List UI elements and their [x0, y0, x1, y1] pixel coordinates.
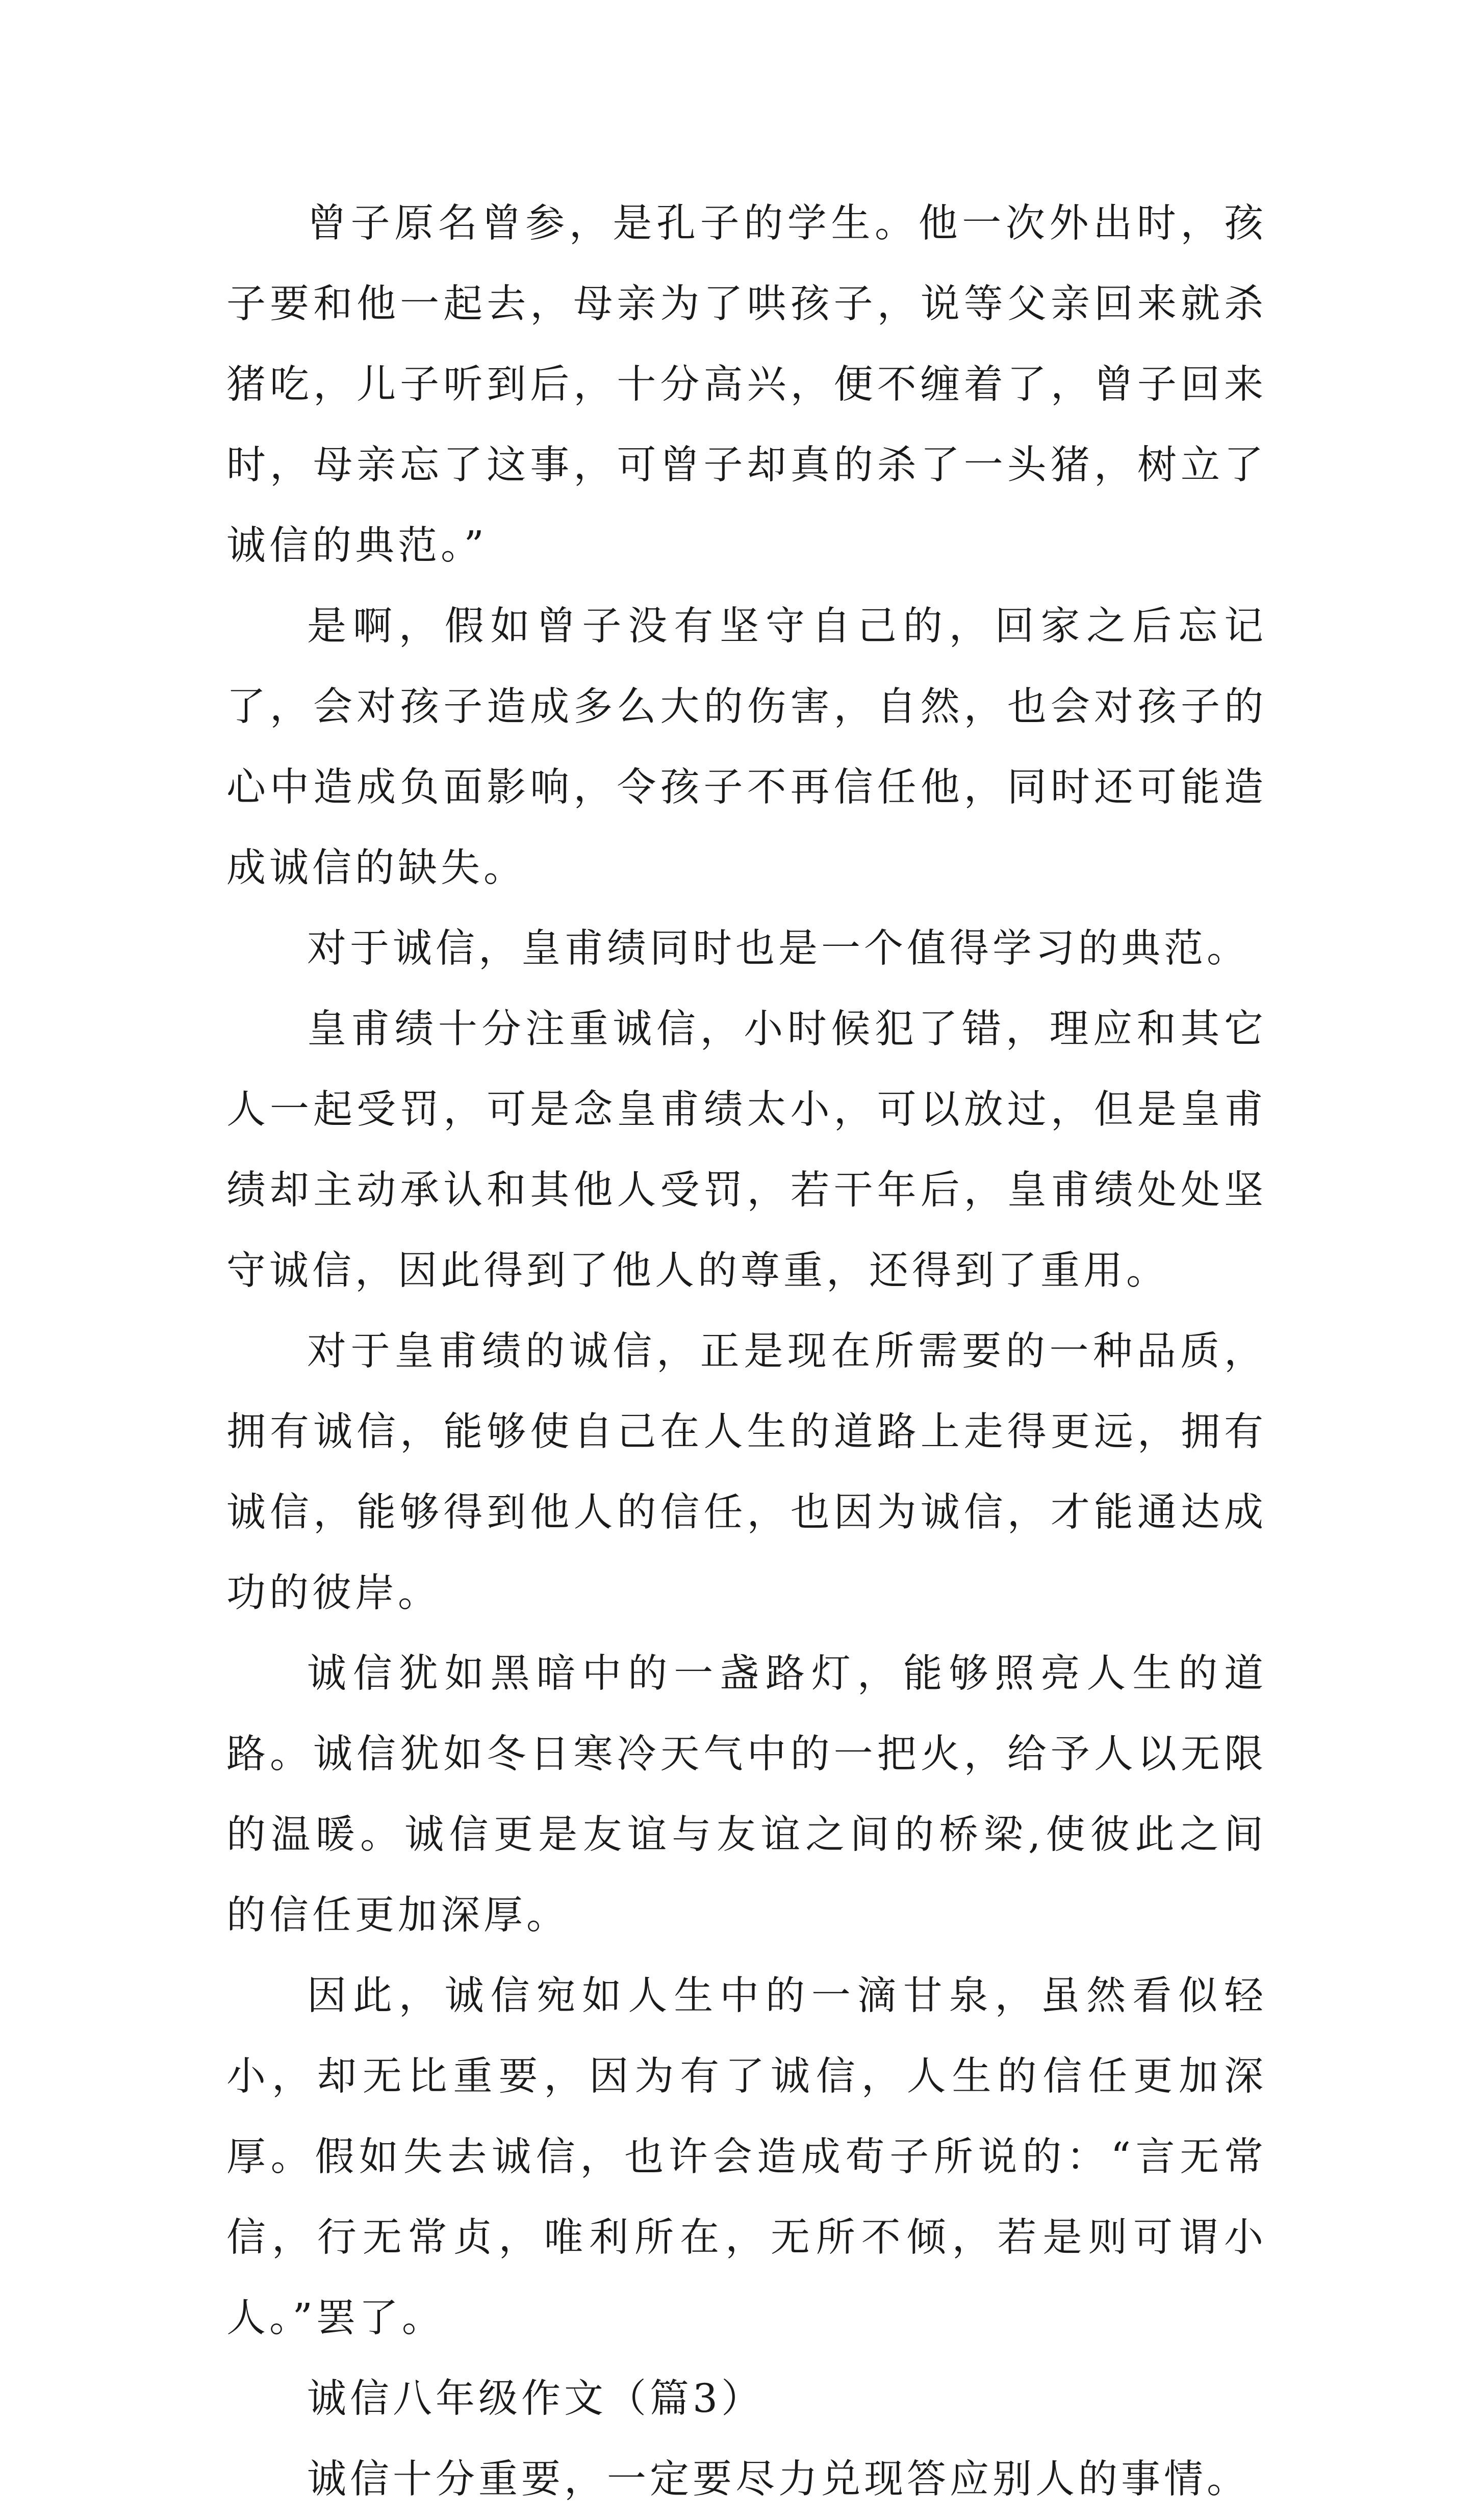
paragraph: 诚信犹如黑暗中的一盏路灯，能够照亮人生的道路。诚信犹如冬日寒冷天气中的一把火，给予人以无限的温暖。诚信更是友谊与友谊之间的桥梁,使彼此之间的信任更加深厚。 — [226, 1651, 1267, 1938]
section-heading: 诚信八年级作文（篇3） — [307, 2376, 764, 2422]
paragraph: 是啊，假如曾子没有坚守自己的，回家之后忘记了，会对孩子造成多么大的伤害，自然，也会对孩子的心中造成负面影响，令孩子不再信任他，同时还可能造成诚信的缺失。 — [226, 604, 1267, 891]
paragraph: 因此，诚信宛如人生中的一滴甘泉，虽然看似轻小，却无比重要，因为有了诚信，人生的信任更加深厚。假如失去诚信，也许会造成荀子所说的：“言无常信，行无常贞，唯利所在，无所不倾，若是则可谓小人。”罢了。 — [226, 1973, 1267, 2341]
body-text — [226, 184, 1267, 2520]
paragraph: 诚信十分重要，一定要尽力兑现答应别人的事情。 — [307, 2457, 1250, 2502]
paragraph: 对于诚信，皇甫绩同时也是一个值得学习的典范。 — [307, 926, 1250, 971]
paragraph: 曾子原名曾参，是孔子的学生。他一次外出时，孩子要和他一起去，母亲为了哄孩子，说等父亲回来就杀猪吃，儿子听到后，十分高兴，便不缠着了，曾子回来时，母亲忘了这事，可曾子却真的杀了一头猪，树立了诚信的典范。” — [226, 201, 1267, 569]
paragraph: 皇甫绩十分注重诚信，小时候犯了错，理应和其它人一起受罚，可是念皇甫绩太小，可以放过，但是皇甫绩却主动承认和其他人受罚，若干年后，皇甫绩处处坚守诚信，因此得到了他人的尊重，还得到了重用。 — [226, 1007, 1267, 1294]
paragraph: 对于皇甫绩的诚信，正是现在所需要的一种品质，拥有诚信，能够使自己在人生的道路上走得更远，拥有诚信，能够得到他人的信任，也因为诚信，才能通达成功的彼岸。 — [226, 1329, 1267, 1616]
